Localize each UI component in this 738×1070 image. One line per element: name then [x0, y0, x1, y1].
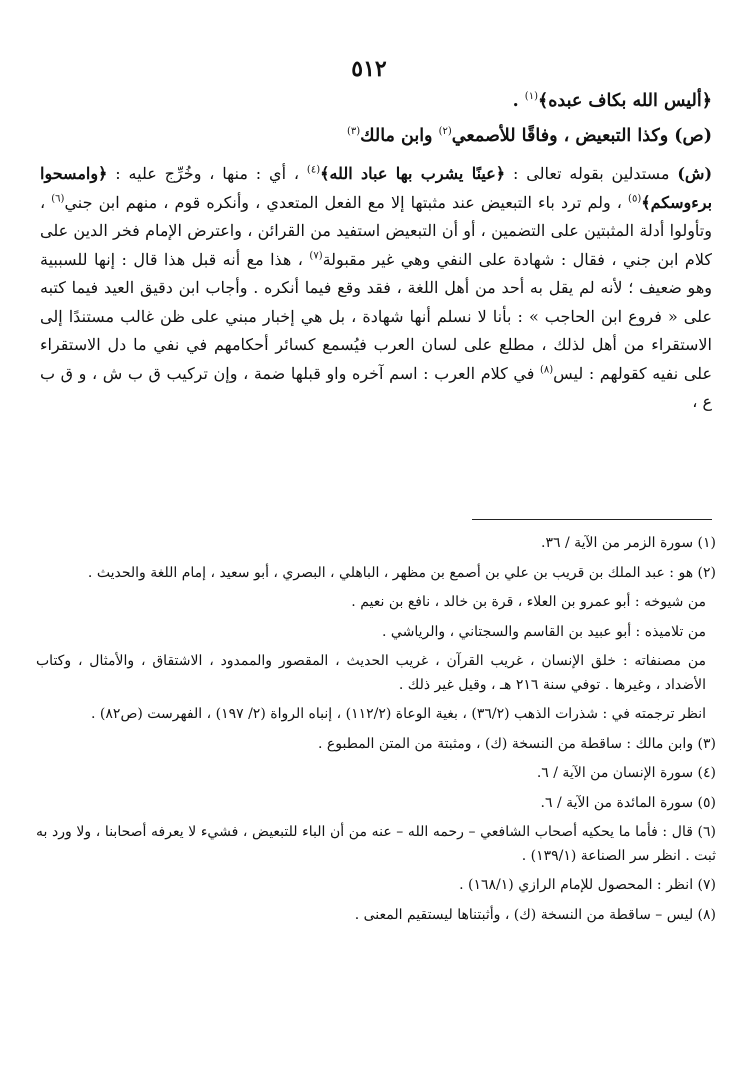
- sharh-text-6: في كلام العرب : اسم آخره واو قبلها ضمة ، وإن تركيب ق ب ش ، و ق ب ع ،: [40, 363, 712, 411]
- footnote-3: (٣) وابن مالك : ساقطة من النسخة (ك) ، ومثبتة من المتن المطبوع .: [317, 735, 716, 752]
- sharh-label: (ش): [677, 164, 713, 183]
- footnote-2-students: من تلاميذه : أبو عبيد بن القاسم والسجتاني ، والرياشي .: [382, 623, 706, 640]
- footnote-ref-4: (٤): [306, 164, 321, 176]
- sharh-text-2: ، أي : منها ، وخُرِّج عليه :: [107, 164, 307, 183]
- footnote-6: (٦) قال : فأما ما يحكيه أصحاب الشافعي – رحمه الله – عنه من أن الباء للتبعيض ، فشيء لا يعرفه أصحابنا ، ولا ورد به ثبت . انظر سر الصناعة (١٣٩/١) .: [36, 824, 716, 864]
- sharh-text-4: ، وتأولوا أدلة المثبتين على التضمين ، أو أن التبعيض استفيد من القرائن ، واعترض الإمام فخر الدين على كلام ابن جني ، فقال : شهادة على النفي وهي غير مقبولة: [40, 192, 713, 269]
- footnote-8: (٨) ليس – ساقطة من النسخة (ك) ، وأثبتناها ليستقيم المعنى .: [354, 906, 716, 923]
- footnote-separator: [472, 519, 712, 520]
- footnote-ref-7: (٧): [309, 250, 323, 262]
- footnote-ref-6: (٦): [51, 193, 65, 205]
- footnote-2-sources: انظر ترجمته في : شذرات الذهب (٣٦/٢) ، بغية الوعاة (١١٢/٢) ، إنباه الرواة (٢/ ١٩٧) ، الفهرست (ص٨٢) .: [91, 706, 706, 722]
- footnote-7: (٧) انظر : المحصول للإمام الرازي (١٦٨/١) .: [459, 877, 716, 893]
- matn-prefix: (ص) وكذا التبعيض ، وفاقًا للأصمعي: [451, 126, 712, 146]
- verse-end: .: [512, 91, 525, 111]
- sharh-verse-1: ﴿عينًا يشرب بها عباد الله﴾: [320, 164, 506, 183]
- footnote-ref-2: (٢): [438, 126, 452, 138]
- footnote-1: (١) سورة الزمر من الآية / ٣٦.: [541, 535, 716, 551]
- page-number: ٥١٢: [351, 56, 387, 82]
- footnote-ref-3: (٣): [346, 126, 361, 138]
- footnote-ref-8: (٨): [539, 364, 554, 376]
- sharh-verse-2: ﴿وامسحوا برءوسكم﴾: [40, 164, 713, 212]
- main-text: [40, 86, 712, 417]
- footnote-2-teachers: من شيوخه : أبو عمرو بن العلاء ، قرة بن خالد ، نافع بن نعيم .: [351, 594, 706, 610]
- matn-middle: وابن مالك: [360, 126, 439, 146]
- footnote-ref-1: (١): [524, 91, 538, 103]
- sharh-text-1: مستدلين بقوله تعالى :: [505, 164, 678, 183]
- footnote-5: (٥) سورة المائدة من الآية / ٦.: [540, 794, 716, 811]
- matn-line: [40, 120, 712, 152]
- verse-line: [40, 86, 712, 116]
- footnotes: [36, 532, 716, 933]
- footnote-ref-5: (٥): [628, 193, 642, 205]
- footnote-4: (٤) سورة الإنسان من الآية / ٦.: [536, 765, 716, 781]
- sharh-paragraph: [40, 160, 712, 417]
- sharh-text-3: ، ولم ترد باء التبعيض عند مثبتها إلا مع الفعل المتعدي ، وأنكره قوم ، منهم ابن جني: [64, 192, 629, 212]
- verse-quote: ﴿أليس الله بكاف عبده﴾: [537, 91, 712, 111]
- footnote-2: (٢) هو : عبد الملك بن قريب بن علي بن أصمع بن مظهر ، الباهلي ، البصري ، أبو سعيد ، إمام اللغة والحديث .: [87, 564, 716, 581]
- footnote-2-works: من مصنفاته : خلق الإنسان ، غريب القرآن ، غريب الحديث ، المقصور والممدود ، الاشتقاق ، والأمثال ، وكتاب الأضداد ، وغيرها . توفي سنة ٢١٦ هـ ، وقيل غير ذلك .: [36, 653, 706, 693]
- sharh-text-5: ، هذا مع أنه قبل هذا قال : إنها للسببية وهو ضعيف ؛ لأنه لم يقل به أحد من أهل اللغة ، فقد وقع فيما أنكره . وأجاب ابن دقيق العيد فيما كتبه على « فروع ابن الحاجب » : بأنا لا نسلم أنها شهادة ، بل هي إخبار مبني على ظن غالب مستندًا إلى الاستقراء من أهل لذلك ، مطلع على لسان العرب فيُسمع كسائر أحكامهم في نفي ما دل الاستقراء على نفيه كقولهم : ليس: [40, 249, 712, 383]
